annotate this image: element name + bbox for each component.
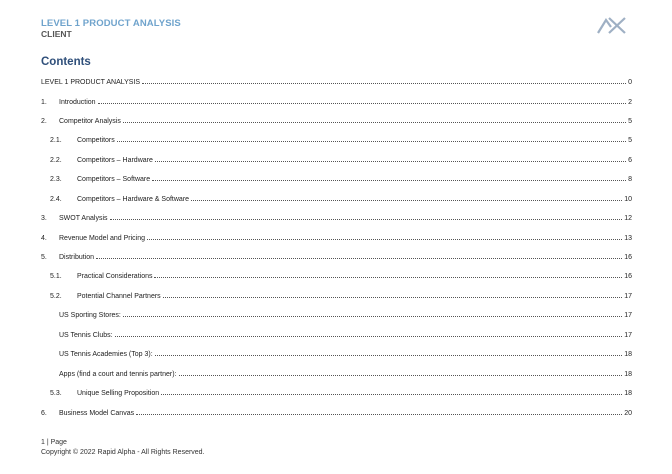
toc-number: 5.3.: [50, 390, 62, 397]
toc-entry[interactable]: [41, 94, 632, 106]
toc-label: Introduction: [59, 99, 96, 106]
toc-label: Revenue Model and Pricing: [59, 235, 145, 242]
toc-page-number: 5: [628, 137, 632, 144]
toc-number: 2.2.: [50, 157, 62, 164]
toc-leader: [123, 315, 622, 317]
toc-leader: [155, 160, 626, 162]
toc-entry[interactable]: [41, 268, 632, 280]
toc-number: 1.: [41, 99, 47, 106]
toc-entry[interactable]: [41, 74, 632, 86]
toc-number: 2.1.: [50, 137, 62, 144]
rapid-alpha-logo-icon: [597, 15, 627, 35]
toc-page-number: 16: [624, 254, 632, 261]
toc-entry[interactable]: [41, 385, 632, 397]
toc-page-number: 18: [624, 351, 632, 358]
toc-page-number: 16: [624, 273, 632, 280]
toc-label: Competitors: [77, 137, 115, 144]
toc-number: 6.: [41, 410, 47, 417]
toc-leader: [110, 218, 623, 220]
toc-leader: [161, 393, 622, 395]
document-header-title: LEVEL 1 PRODUCT ANALYSIS: [41, 18, 181, 29]
contents-heading: Contents: [41, 56, 91, 68]
toc-number: 4.: [41, 235, 47, 242]
toc-page-number: 12: [624, 215, 632, 222]
toc-leader: [96, 257, 622, 259]
toc-label: Business Model Canvas: [59, 410, 135, 417]
toc-leader: [117, 140, 626, 142]
toc-page-number: 18: [624, 371, 632, 378]
toc-page-number: 10: [624, 196, 632, 203]
toc-leader: [98, 102, 627, 104]
toc-leader: [123, 121, 626, 123]
toc-page-number: 20: [624, 410, 632, 417]
toc-label: LEVEL 1 PRODUCT ANALYSIS: [41, 79, 141, 86]
toc-entry[interactable]: [41, 366, 632, 378]
toc-label: Distribution: [59, 254, 95, 261]
toc-leader: [136, 413, 622, 415]
toc-number: 5.1.: [50, 273, 62, 280]
toc-entry[interactable]: [41, 152, 632, 164]
toc-leader: [154, 276, 622, 278]
toc-label: Unique Selling Proposition: [77, 390, 160, 397]
toc-entry[interactable]: [41, 288, 632, 300]
toc-page-number: 5: [628, 118, 632, 125]
toc-leader: [191, 199, 622, 201]
toc-number: 3.: [41, 215, 47, 222]
toc-number: 2.3.: [50, 176, 62, 183]
toc-label: Potential Channel Partners: [77, 293, 161, 300]
toc-page-number: 17: [624, 312, 632, 319]
toc-label: Competitors – Hardware & Software: [77, 196, 190, 203]
footer-page-number: 1 | Page: [41, 439, 67, 446]
toc-entry[interactable]: [41, 171, 632, 183]
toc-entry[interactable]: [41, 230, 632, 242]
toc-leader: [142, 82, 626, 84]
toc-label: Practical Considerations: [77, 273, 153, 280]
toc-label: US Sporting Stores:: [59, 312, 121, 319]
document-header-subtitle: CLIENT: [41, 29, 72, 39]
toc-label: Competitors – Software: [77, 176, 151, 183]
toc-leader: [155, 354, 623, 356]
toc-entry[interactable]: [41, 327, 632, 339]
toc-leader: [115, 335, 623, 337]
toc-entry[interactable]: [41, 132, 632, 144]
toc-label: US Tennis Academies (Top 3):: [59, 351, 153, 358]
toc-page-number: 17: [624, 332, 632, 339]
toc-page-number: 17: [624, 293, 632, 300]
toc-page-number: 18: [624, 390, 632, 397]
toc-number: 5.2.: [50, 293, 62, 300]
toc-leader: [179, 374, 623, 376]
toc-page-number: 13: [624, 235, 632, 242]
toc-entry[interactable]: [41, 307, 632, 319]
toc-page-number: 2: [628, 99, 632, 106]
toc-entry[interactable]: [41, 249, 632, 261]
toc-label: Competitors – Hardware: [77, 157, 153, 164]
toc-entry[interactable]: [41, 405, 632, 417]
toc-number: 2.4.: [50, 196, 62, 203]
toc-page-number: 6: [628, 157, 632, 164]
toc-leader: [163, 296, 623, 298]
toc-leader: [147, 238, 622, 240]
toc-number: 5.: [41, 254, 47, 261]
footer-copyright: Copyright © 2022 Rapid Alpha - All Rights Reserved.: [41, 449, 205, 456]
toc-entry[interactable]: [41, 191, 632, 203]
toc-label: SWOT Analysis: [59, 215, 108, 222]
toc-entry[interactable]: [41, 113, 632, 125]
toc-entry[interactable]: [41, 210, 632, 222]
toc-page-number: 0: [628, 79, 632, 86]
toc-label: Competitor Analysis: [59, 118, 121, 125]
toc-page-number: 8: [628, 176, 632, 183]
toc-leader: [152, 179, 626, 181]
toc-label: US Tennis Clubs:: [59, 332, 113, 339]
toc-number: 2.: [41, 118, 47, 125]
toc-entry[interactable]: [41, 346, 632, 358]
toc-label: Apps (find a court and tennis partner):: [59, 371, 177, 378]
